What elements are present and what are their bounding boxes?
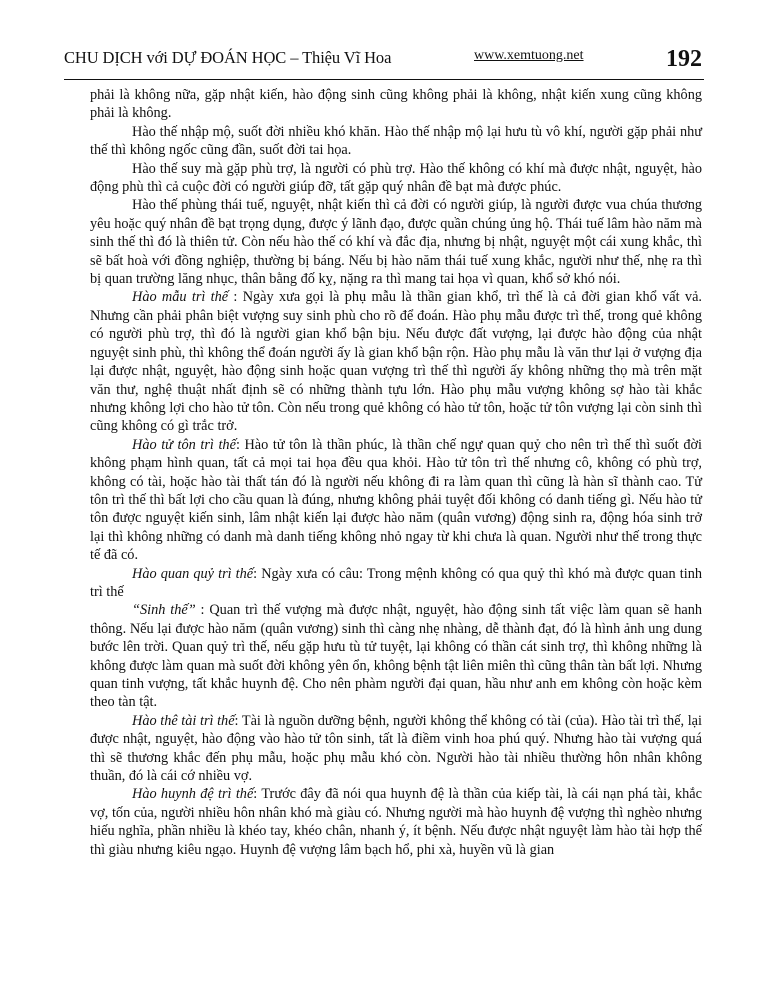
header-divider	[64, 79, 704, 80]
section-heading: Hào mẫu trì thế	[132, 289, 229, 306]
paragraph: Hào thế suy mà gặp phù trợ, là người có phù trợ. Hào thế không có khí mà được nhật, nguyệt, hào động phù thì cả cuộc đời có người giúp đỡ, tất gặp quý nhân đề bạt mà được phúc.	[90, 160, 702, 196]
section-heading: Hào huynh đệ trì thế	[132, 786, 254, 803]
section-heading: “Sinh thế”	[132, 602, 196, 619]
paragraph: Hào thê tài trì thế: Tài là nguồn dưỡng bệnh, người không thể không có tài (của). Hào tài trì thế, lại được nhật, nguyệt, hào động vào hào tử tôn sinh, tất là điềm vinh hoa phú quý. Nhưng hào tài vượng quá thì sẽ thương khắc đến phụ mẫu, hoặc phụ mẫu khó còn. Người hào tài nhiều thường hôn nhân không thuần, đó là cái cớ nhiều vợ.	[90, 712, 702, 785]
page-number: 192	[666, 46, 702, 72]
page-header	[64, 40, 704, 84]
paragraph: phải là không nữa, gặp nhật kiến, hào động sinh cũng không phải là không, nhật kiến xung cũng không phải là không.	[90, 87, 702, 122]
section-heading: Hào thê tài trì thế	[132, 712, 235, 729]
paragraph: Hào thế nhập mộ, suốt đời nhiều khó khăn. Hào thế nhập mộ lại hưu tù vô khí, người gặp phải như thế thì không ngốc cũng đần, suốt đời tai họa.	[90, 123, 702, 159]
paragraph: Hào tử tôn trì thế: Hào tử tôn là thần phúc, là thần chế ngự quan quỷ cho nên trì thế thì suốt đời không phạm hình quan, tất cả mọi tai họa đều qua khỏi. Hào tử tôn trì thế nhưng cô, không có phù trợ, không có tài, hoặc hào tài thất tán đó là người nếu không đi ra làm quan thì cũng là hàn sĩ thành cao. Tử tôn trì thế thì bất lợi cho cầu quan là đúng, nhưng không phải tuyệt đối không có danh tiếng gì. Nếu hào tử tôn được nguyệt kiến sinh, lâm nhật kiến lại được hào năm (quân vương) động sinh ra, động hóa sinh trở lại thì không những có danh mà danh tiếng không nhỏ ngay từ khi chưa là quan. Người như thế trong thực tế đã có.	[90, 436, 703, 564]
paragraph: “Sinh thế” : Quan trì thế vượng mà được nhật, nguyệt, hào động sinh tất việc làm quan sẽ hanh thông. Nếu lại được hào năm (quân vương) sinh thì càng nhẹ nhàng, dễ thành đạt, đó là hình ảnh ung dung bước lên trời. Quan quỷ trì thế, nếu gặp hưu tù tử tuyệt, lại không có thần cát sinh trợ, thì không những là không được làm quan mà suốt đời không yên ổn, không bệnh tật liên miên thì cũng thân tàn bất lợi. Nhưng quan tinh vượng, tất khắc huynh đệ. Cho nên phàm người đại quan, hầu như anh em không còn hoặc kèm theo tàn tật.	[90, 602, 702, 711]
paragraph: Hào quan quỷ trì thế: Ngày xưa có câu: Trong mệnh không có qua quỷ thì khó mà được quan tinh trì thế	[90, 565, 702, 600]
paragraph: Hào thế phùng thái tuế, nguyệt, nhật kiến thì cả đời có người giúp, là người được vua chúa thương yêu hoặc quý nhân đề bạt trọng dụng, được ý lãnh đạo, được quần chúng ủng hộ. Thái tuế lâm hào năm mà sinh thế thì đó là thiên tử. Còn nếu hào thế có khí và đắc địa, nhưng bị nhật, nguyệt một cái xung khắc, thì sẽ bất hoà với đồng nghiệp, thường bị báng. Nếu bị hào năm thái tuế xung khắc, người như thế, nhẹ ra thì bị quan trường lăng nhục, thân bằng đố kỵ, nặng ra thì mang tai họa vì quan, khổ sở khó nói.	[90, 197, 703, 288]
section-heading: Hào tử tôn trì thế	[132, 436, 236, 453]
paragraph: Hào mẫu trì thế : Ngày xưa gọi là phụ mẫu là thần gian khổ, trì thế là cả đời gian khổ vất vả. Nhưng cần phải phân biệt vượng suy sinh phù cho rõ để đoán. Hào phụ mẫu được trì thế, trong quẻ không có người phù trợ, thì đó là người gian khổ bận bịu. Nếu được đất vượng, lại được hào động của nhật nguyệt sinh phù, thì không thể đoán người ấy là gian khổ bận rộn. Hào phụ mẫu là văn thư lại ở vượng địa lại được nhật, nguyệt, hào động sinh hoặc quan vượng trì thế thì người ấy không những thọ mà trên mặt văn thư, nghệ thuật nhất định sẽ có những thành tựu lớn. Hào phụ mẫu vượng không sợ hào tài khắc nhưng không lợi cho hào tử tôn. Còn nếu trong quẻ không có hào tử tôn, hoặc tử tôn vượng lại còn sinh thì cũng không có gì trắc trở.	[90, 289, 702, 435]
website-link[interactable]: www.xemtuong.net	[474, 48, 584, 63]
body-text	[90, 86, 702, 956]
paragraph: Hào huynh đệ trì thế: Trước đây đã nói qua huynh đệ là thần của kiếp tài, là cái nạn phá tài, khắc vợ, tốn của, người nhiều hôn nhân khó mà giàu có. Nhưng người mà hào huynh đệ vượng thì nghèo nhưng hiếu nghĩa, phần nhiều là khéo tay, khéo chân, nhanh ý, ít bệnh. Nếu được nhật nguyệt làm hào tài hợp thế thì giàu nhưng kiêu ngạo. Huynh đệ vượng lâm bạch hổ, phi xà, huyền vũ là gian	[90, 786, 702, 858]
book-title: CHU DỊCH với DỰ ĐOÁN HỌC – Thiệu Vĩ Hoa	[64, 48, 392, 67]
section-heading: Hào quan quỷ trì thế	[132, 565, 254, 582]
